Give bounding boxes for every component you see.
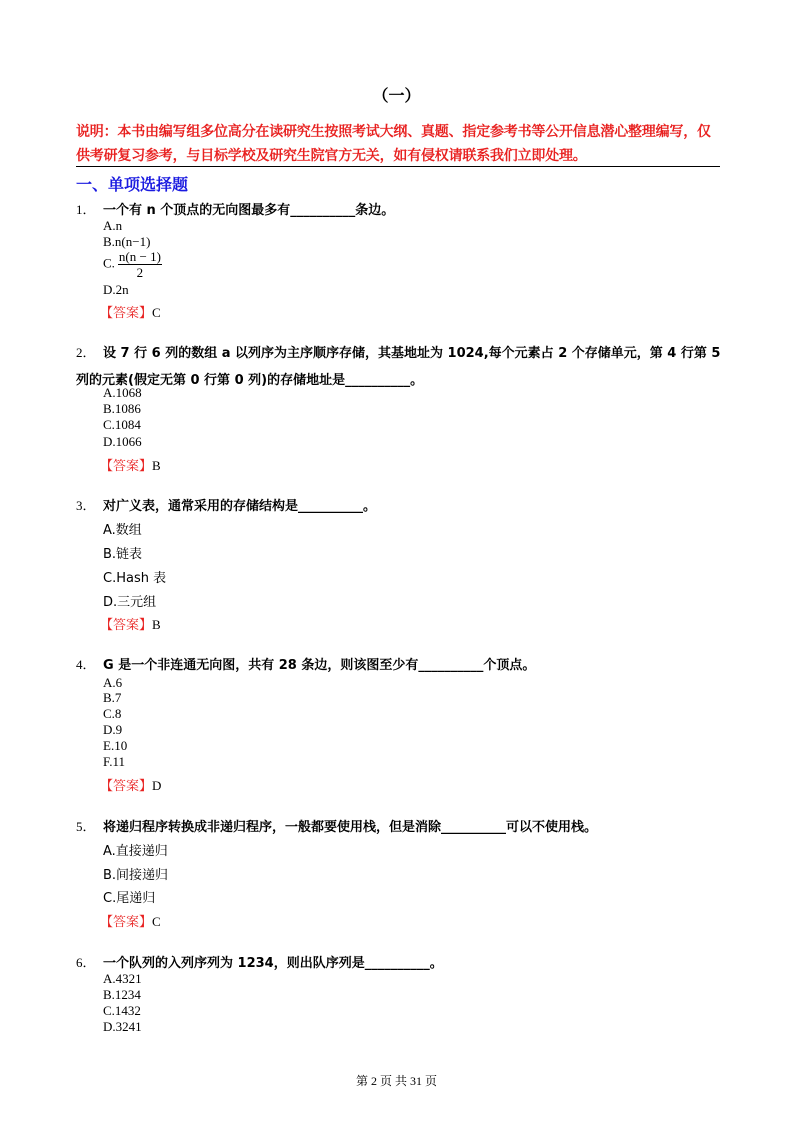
divider — [76, 166, 720, 167]
numerator: n(n − 1) — [118, 249, 161, 264]
question-text: 将递归程序转换成非递归程序，一般都要使用栈，但是消除__________可以不使用栈。 — [103, 820, 598, 835]
option: C.1084 — [103, 417, 141, 432]
answer — [100, 455, 161, 474]
option: B.间接递归 — [103, 868, 169, 883]
question-number: 5． — [76, 819, 96, 834]
question-text: G 是一个非连通无向图，共有 28 条边，则该图至少有__________个顶点。 — [103, 658, 536, 673]
question-number: 6． — [76, 955, 96, 970]
fraction — [118, 249, 162, 280]
question-6-stem — [76, 952, 443, 971]
answer — [100, 911, 161, 930]
option: C.Hash 表 — [103, 571, 167, 586]
option: C.1432 — [103, 1003, 141, 1018]
option: C.尾递归 — [103, 891, 156, 906]
option: B.7 — [103, 690, 122, 705]
option: B.1234 — [103, 987, 141, 1002]
question-2-stem — [76, 342, 720, 361]
question-text: 一个有 n 个顶点的无向图最多有__________条边。 — [103, 203, 395, 218]
option: A.n — [103, 218, 123, 233]
option: A.数组 — [103, 523, 142, 538]
option-letter: C. — [103, 255, 115, 271]
chapter-title: （一） — [372, 86, 421, 105]
option-fraction — [103, 249, 162, 280]
question-text: 一个队列的入列序列为 1234，则出队序列是__________。 — [103, 956, 443, 971]
option: B.n(n−1) — [103, 234, 151, 249]
question-number: 3． — [76, 498, 96, 513]
question-3-stem — [76, 495, 376, 514]
option: C.8 — [103, 706, 122, 721]
question-5-stem — [76, 816, 597, 835]
option: A.1068 — [103, 385, 142, 400]
answer-label: 【答案】 — [100, 915, 153, 930]
option: A.4321 — [103, 971, 142, 986]
answer-value: C — [152, 914, 161, 929]
disclaimer-line-2: 供考研复习参考，与目标学校及研究生院官方无关，如有侵权请联系我们立即处理。 — [76, 148, 587, 164]
answer — [100, 302, 161, 321]
option: D.9 — [103, 722, 123, 737]
option: D.三元组 — [103, 595, 157, 610]
answer — [100, 614, 161, 633]
question-4-stem — [76, 654, 535, 673]
option: A.直接递归 — [103, 844, 168, 859]
option: F.11 — [103, 754, 125, 769]
option: D.1066 — [103, 434, 142, 449]
answer-value: C — [152, 305, 161, 320]
option: E.10 — [103, 738, 128, 753]
option: D.2n — [103, 282, 129, 297]
disclaimer-line-1: 说明：本书由编写组多位高分在读研究生按照考试大纲、真题、指定参考书等公开信息潜心整理编写，仅 — [76, 124, 711, 140]
option: B.链表 — [103, 547, 143, 562]
question-text: 设 7 行 6 列的数组 a 以列序为主序顺序存储，其基地址为 1024,每个元素占 2 个存储单元，第 4 行第 5 — [103, 346, 721, 361]
option: A.6 — [103, 675, 123, 690]
option: B.1086 — [103, 401, 141, 416]
answer-label: 【答案】 — [100, 459, 153, 474]
answer-value: B — [152, 458, 161, 473]
answer-label: 【答案】 — [100, 306, 153, 321]
question-1-stem — [76, 199, 394, 218]
answer-value: B — [152, 617, 161, 632]
question-text: 对广义表，通常采用的存储结构是__________。 — [103, 499, 377, 514]
answer-label: 【答案】 — [100, 779, 153, 794]
question-number: 2． — [76, 345, 96, 360]
question-number: 1． — [76, 202, 96, 217]
page-footer: 第 2 页 共 31 页 — [355, 1074, 437, 1088]
option: D.3241 — [103, 1019, 142, 1034]
answer-value: D — [152, 778, 162, 793]
answer-label: 【答案】 — [100, 618, 153, 633]
question-2-stem-line-2: 列的元素(假定无第 0 行第 0 列)的存储地址是__________。 — [76, 373, 424, 388]
question-number: 4． — [76, 657, 96, 672]
denominator: 2 — [136, 265, 144, 280]
answer — [100, 775, 161, 794]
section-heading: 一、单项选择题 — [76, 175, 189, 194]
